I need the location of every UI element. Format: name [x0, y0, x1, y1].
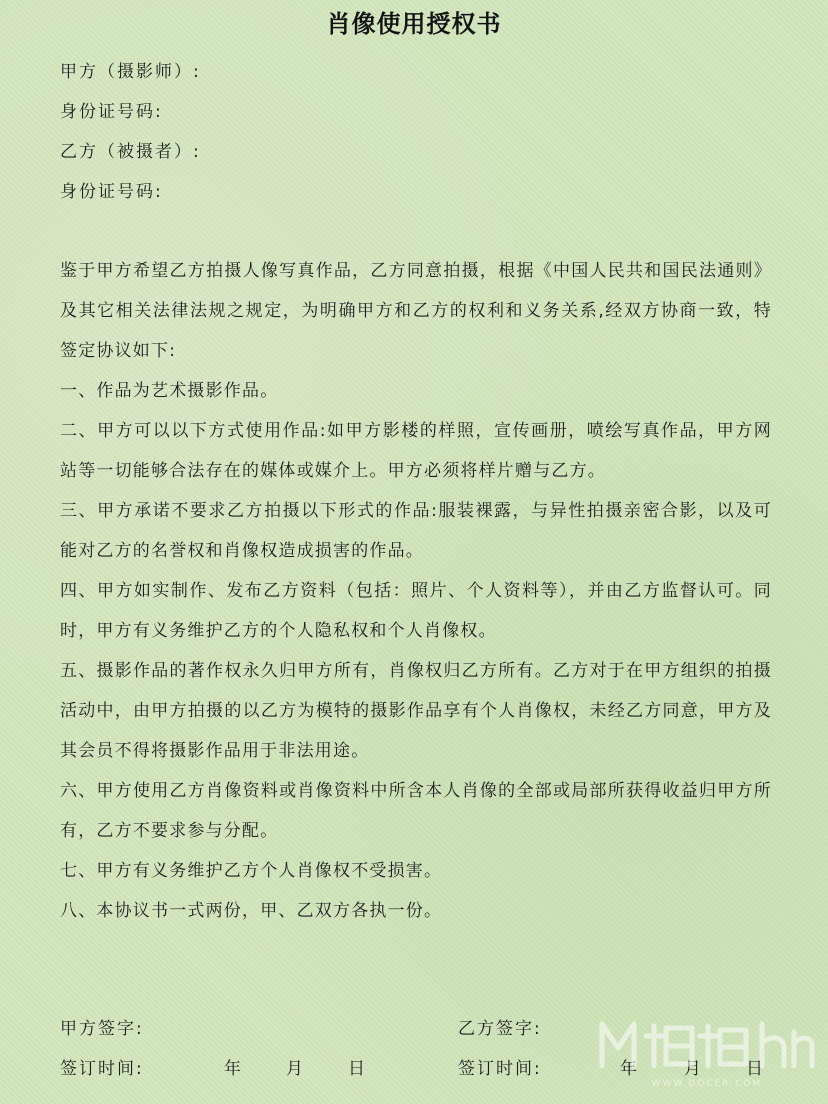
watermark-glyph-icon	[602, 1024, 812, 1066]
party-info-block	[60, 52, 780, 212]
party-b-subject-label: 乙方（被摄者）:	[60, 142, 201, 162]
party-a-photographer-label: 甲方（摄影师）:	[60, 62, 201, 82]
document-title: 肖像使用授权书	[326, 10, 502, 38]
party-a-date-day: 日	[348, 1059, 365, 1079]
party-b-date-label: 签订时间:	[458, 1059, 542, 1079]
party-a-date-month: 月	[286, 1059, 303, 1079]
party-b-signature-label: 乙方签字:	[458, 1019, 542, 1039]
party-b-id-number-label: 身份证号码:	[60, 182, 163, 202]
clause-8: 八、本协议书一式两份，甲、乙双方各执一份。	[60, 901, 443, 921]
clause-1: 一、作品为艺术摄影作品。	[60, 381, 279, 401]
party-b-date-month: 月	[684, 1059, 701, 1079]
clause-7: 七、甲方有义务维护乙方个人肖像权不受损害。	[60, 861, 443, 881]
intro-paragraph: 鉴于甲方希望乙方拍摄人像写真作品，乙方同意拍摄，根据《中国人民共和国民法通则》及其它相关法律法规之规定，为明确甲方和乙方的权利和义务关系,经双方协商一致，特签定协议如下:	[60, 261, 772, 361]
clause-6: 六、甲方使用乙方肖像资料或肖像资料中所含本人肖像的全部或局部所获得收益归甲方所有，乙方不要求参与分配。	[60, 781, 772, 841]
party-b-date-year: 年	[620, 1059, 637, 1079]
party-a-date-year: 年	[224, 1059, 241, 1079]
clause-5: 五、摄影作品的著作权永久归甲方所有，肖像权归乙方所有。乙方对于在甲方组织的拍摄活动中，由甲方拍摄的以乙方为模特的摄影作品享有个人肖像权，未经乙方同意，甲方及其会员不得将摄影作品用于非法用途。	[60, 661, 772, 761]
watermark-subtext: WWW.DOCER.COM	[651, 1079, 763, 1089]
clause-4: 四、甲方如实制作、发布乙方资料（包括：照片、个人资料等），并由乙方监督认可。同时，甲方有义务维护乙方的个人隐私权和个人肖像权。	[60, 581, 772, 641]
party-a-signature-label: 甲方签字:	[60, 1019, 144, 1039]
party-a-id-number-label: 身份证号码:	[60, 102, 163, 122]
clause-list	[60, 371, 772, 931]
clause-2: 二、甲方可以以下方式使用作品:如甲方影楼的样照，宣传画册，喷绘写真作品，甲方网站等一切能够合法存在的媒体或媒介上。甲方必须将样片赠与乙方。	[60, 421, 772, 481]
watermark-logo	[596, 1014, 818, 1092]
party-a-date-label: 签订时间:	[60, 1059, 144, 1079]
clause-3: 三、甲方承诺不要求乙方拍摄以下形式的作品:服装裸露，与异性拍摄亲密合影，以及可能对乙方的名誉权和肖像权造成损害的作品。	[60, 501, 772, 561]
party-b-date-day: 日	[746, 1059, 763, 1079]
